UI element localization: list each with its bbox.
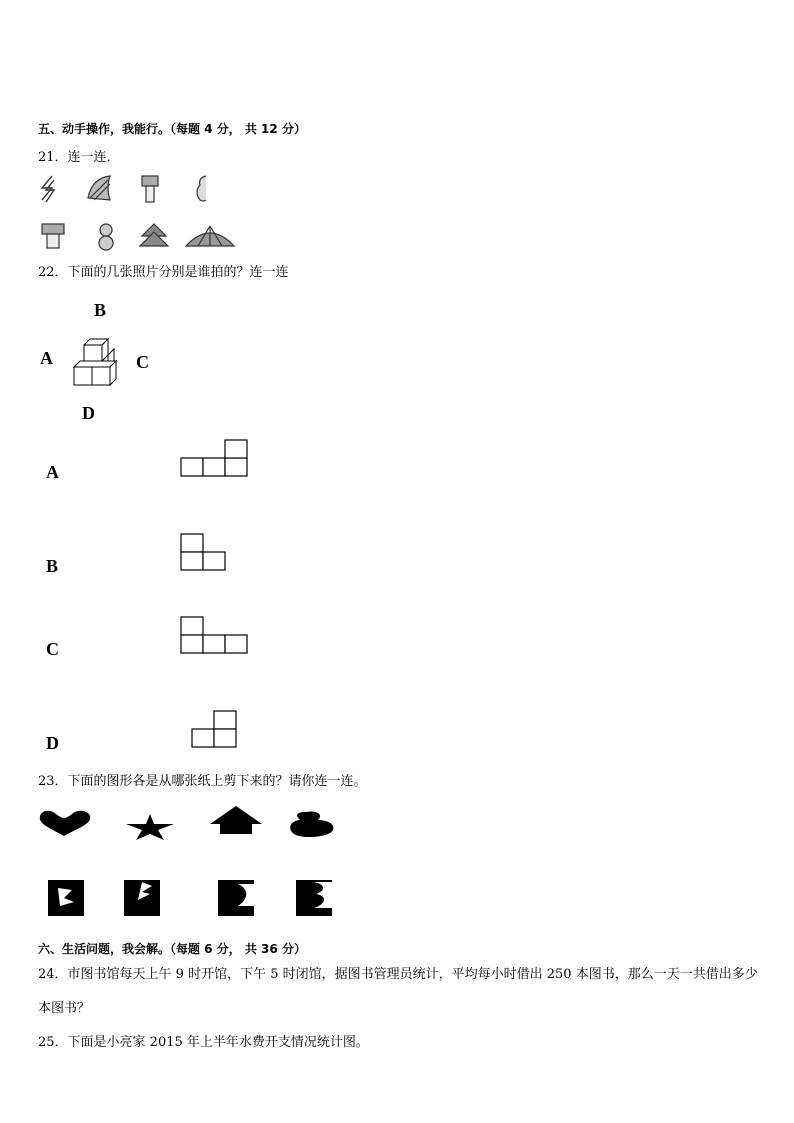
paper-4-icon bbox=[296, 880, 332, 916]
viewer-b-label: B bbox=[94, 300, 107, 320]
lightning-bolt-icon bbox=[42, 176, 54, 202]
heart-icon bbox=[40, 811, 90, 836]
view-d-figure bbox=[191, 710, 241, 750]
view-a-figure bbox=[180, 439, 250, 479]
q21-bottom-row bbox=[38, 220, 248, 254]
tree-icon bbox=[140, 224, 168, 246]
question-25-text: 25．下面是小亮家 2015 年上半年水费开支情况统计图。 bbox=[38, 1035, 369, 1050]
umbrella-icon bbox=[186, 226, 234, 246]
star-icon bbox=[126, 814, 174, 840]
question-22-text: 22．下面的几张照片分别是谁拍的？连一连 bbox=[38, 265, 289, 280]
cube-stack-figure bbox=[70, 333, 122, 389]
viewer-d-label: D bbox=[82, 403, 95, 423]
viewer-a-label: A bbox=[40, 348, 53, 368]
q21-top-row bbox=[38, 172, 238, 206]
mushroom-icon bbox=[142, 176, 158, 202]
paper-3-icon bbox=[218, 880, 254, 916]
view-a-label: A bbox=[46, 462, 59, 482]
q23-cut-shapes-row bbox=[38, 806, 338, 842]
view-d-label: D bbox=[46, 733, 59, 753]
snowman-icon bbox=[197, 176, 206, 201]
section-5-title: 五、动手操作，我能行。（每题 4 分， 共 12 分） bbox=[38, 122, 306, 136]
view-b-figure bbox=[180, 533, 230, 573]
gourd-icon bbox=[290, 811, 333, 837]
snowman-icon bbox=[99, 224, 113, 250]
q23-papers-row bbox=[38, 876, 348, 920]
paper-2-icon bbox=[124, 880, 160, 916]
tree-icon bbox=[210, 806, 262, 834]
paper-1-icon bbox=[48, 880, 84, 916]
mushroom-icon bbox=[42, 224, 64, 248]
question-23-text: 23．下面的图形各是从哪张纸上剪下来的？请你连一连。 bbox=[38, 774, 367, 789]
section-6-title: 六、生活问题，我会解。（每题 6 分， 共 36 分） bbox=[38, 942, 306, 956]
view-c-label: C bbox=[46, 639, 59, 659]
question-24-text: 24．市图书馆每天上午 9 时开馆，下午 5 时闭馆，据图书管理员统计，平均每小时借出 250 本图书，那么一天一共借出多少本图书？ bbox=[38, 967, 758, 1016]
view-c-figure bbox=[180, 616, 252, 656]
viewer-c-label: C bbox=[136, 352, 149, 372]
umbrella-icon bbox=[88, 176, 110, 200]
question-21-text: 21．连一连． bbox=[38, 150, 120, 165]
view-b-label: B bbox=[46, 556, 59, 576]
